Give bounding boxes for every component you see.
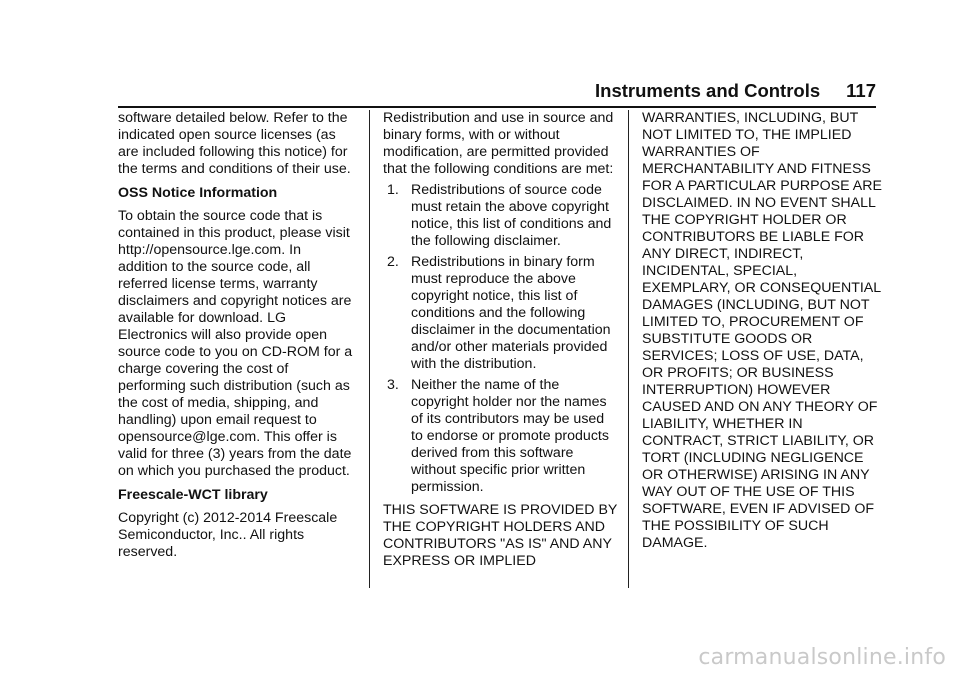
paragraph: To obtain the source code that is contained in this product, please visit http://opensource.lge.com. In addition to the source code, all referred license terms, warranty disclaimers and copyright notices are available for download. LG Electronics will also provide open source code to you on CD-ROM for a charge covering the cost of performing such distribution (such as the cost of media, shipping, and handling) upon email request to opensource@lge.com. This offer is valid for three (3) years from the date on which you purchased the product. — [118, 208, 353, 479]
paragraph: Copyright (c) 2012-2014 Freescale Semiconductor, Inc.. All rights reserved. — [118, 510, 338, 560]
text-column-3 — [642, 110, 882, 552]
paragraph: WARRANTIES, INCLUDING, BUT NOT LIMITED TO, THE IMPLIED WARRANTIES OF MERCHANTABILITY AND FITNESS FOR A PARTICULAR PURPOSE ARE DISCLAIMED. IN NO EVENT SHALL THE COPYRIGHT HOLDER OR CONTRIBUTORS BE LIABLE FOR ANY DIRECT, INDIRECT, INCIDENTAL, SPECIAL, EXEMPLARY, OR CONSEQUENTIAL DAMAGES (INCLUDING, BUT NOT LIMITED TO, PROCUREMENT OF SUBSTITUTE GOODS OR SERVICES; LOSS OF USE, DATA, OR PROFITS; OR BUSINESS INTERRUPTION) HOWEVER CAUSED AND ON ANY THEORY OF LIABILITY, WHETHER IN CONTRACT, STRICT LIABILITY, OR TORT (INCLUDING NEGLIGENCE OR OTHERWISE) ARISING IN ANY WAY OUT OF THE USE OF THIS SOFTWARE, EVEN IF ADVISED OF THE POSSIBILITY OF SUCH DAMAGE. — [642, 110, 882, 551]
list-text: Redistributions in binary form must reproduce the above copyright notice, this list of conditions and the following disclaimer in the documentation and/or other materials provided with the distribution. — [411, 254, 611, 372]
column-divider — [628, 110, 629, 588]
list-item — [383, 254, 619, 373]
section-heading-oss-notice: OSS Notice Information — [118, 185, 278, 201]
text-column-1 — [118, 110, 354, 568]
page-header — [595, 80, 876, 102]
list-item — [383, 377, 619, 496]
site-watermark: carmanualsonline.info — [698, 645, 946, 670]
list-number: 3. — [387, 377, 399, 393]
text-column-2 — [383, 110, 619, 577]
section-heading-freescale: Freescale-WCT library — [118, 487, 268, 503]
list-item — [383, 182, 619, 250]
list-text: Redistributions of source code must retain the above copyright notice, this list of conditions and the following disclaimer. — [411, 182, 612, 249]
paragraph: THIS SOFTWARE IS PROVIDED BY THE COPYRIGHT HOLDERS AND CONTRIBUTORS "AS IS" AND ANY EXPRESS OR IMPLIED — [383, 502, 618, 569]
list-text: Neither the name of the copyright holder nor the names of its contributors may be used to endorse or promote products derived from this software without specific prior written permission. — [411, 377, 609, 495]
list-number: 1. — [387, 182, 399, 198]
header-rule — [118, 106, 876, 108]
list-number: 2. — [387, 254, 399, 270]
paragraph: Redistribution and use in source and binary forms, with or without modification, are permitted provided that the following conditions are met: — [383, 110, 614, 177]
conditions-list — [383, 182, 619, 496]
column-divider — [369, 110, 370, 588]
paragraph: software detailed below. Refer to the indicated open source licenses (as are included following this notice) for the terms and conditions of their use. — [118, 110, 351, 177]
section-title: Instruments and Controls — [595, 80, 821, 101]
page-number: 117 — [846, 80, 876, 101]
